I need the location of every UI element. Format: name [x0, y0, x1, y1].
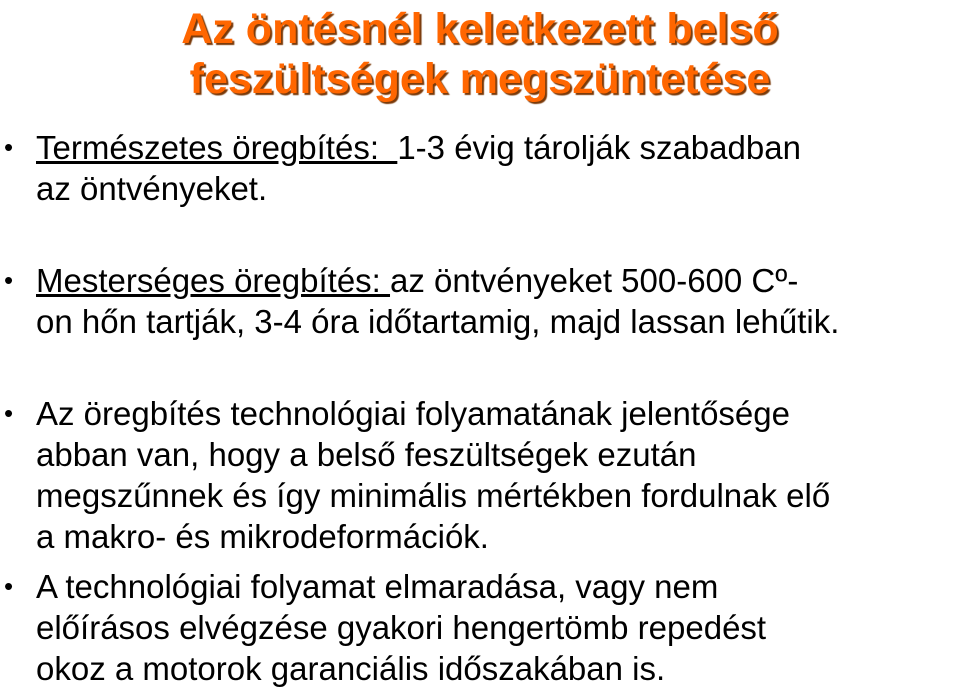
bullet-2-line-1	[36, 260, 954, 301]
bullet-2-rest: az öntvényeket 500-600 Cº-	[390, 262, 799, 299]
bullet-3-line-3: megszűnnek és így minimális mértékben fordulnak elő	[36, 477, 831, 514]
bullet-dot: •	[4, 265, 14, 295]
bullet-1-line-1	[36, 127, 954, 168]
bullet-4-line-3: okoz a motorok garanciális időszakában is.	[36, 650, 666, 687]
slide-title	[0, 4, 960, 104]
slide-title-line-2: feszültségek megszüntetése	[189, 55, 771, 103]
bullet-item-natural-aging	[4, 127, 954, 209]
bullet-3-line-4: a makro- és mikrodeformációk.	[36, 518, 489, 555]
slide-title-line-1: Az öntésnél keletkezett belső	[181, 5, 779, 53]
bullet-2-line-2: on hőn tartják, 3-4 óra időtartamig, majd lassan lehűtik.	[36, 303, 840, 340]
bullet-1-line-2: az öntvényeket.	[36, 170, 268, 207]
bullet-4-line-1: A technológiai folyamat elmaradása, vagy nem	[36, 568, 719, 605]
bullet-1-rest: 1-3 évig tárolják szabadban	[397, 129, 801, 166]
bullet-4-line-2: előírásos elvégzése gyakori hengertömb repedést	[36, 609, 767, 646]
bullet-dot: •	[4, 398, 14, 428]
bullet-item-consequence	[4, 566, 954, 689]
bullet-item-artificial-aging	[4, 260, 954, 342]
bullet-3-line-1: Az öregbítés technológiai folyamatának jelentősége	[36, 395, 790, 432]
bullet-dot: •	[4, 132, 14, 162]
bullet-item-significance	[4, 393, 954, 557]
bullet-2-lead: Mesterséges öregbítés:	[36, 262, 391, 299]
bullet-1-lead: Természetes öregbítés:	[36, 129, 398, 166]
bullet-dot: •	[4, 571, 14, 601]
bullet-3-line-2: abban van, hogy a belső feszültségek ezután	[36, 436, 697, 473]
